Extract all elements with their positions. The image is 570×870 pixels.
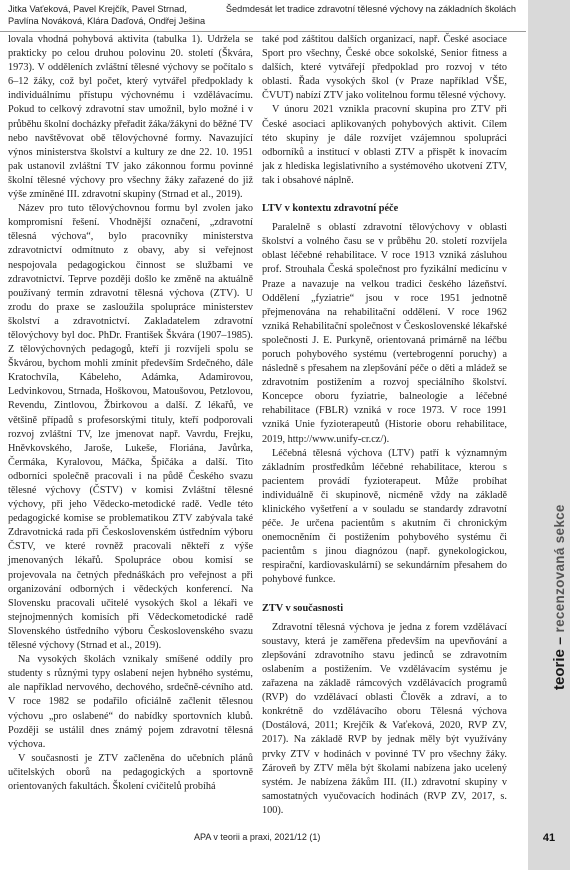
page-number: 41	[542, 832, 556, 844]
paragraph: Na vysokých školách vznikaly smíšené oddíly pro studenty s různými typy oslabení nejen hybného systému, ale například nervového, dechového, srdečně-cévního atd. V roce 1982 se podařilo oficiálně začlenit tělesnou výchovu „pro oslabené“ do nabídky sportovních klubů. Později se ustálil dnes známý pojem zdravotní tělesná výchova.	[8, 654, 253, 750]
paragraph: také pod záštitou dalších organizací, např. České asociace Sport pro všechny, České obce sokolské, Senior fitness a dalších, které vytvářejí předpoklad pro rozvoj v této oblasti. Řada vysokých škol (v Praze například VŠE, ČVUT) nabízí ZTV jako volitelnou formu tělesné výchovy.	[262, 34, 507, 102]
section-heading-ltv: LTV v kontextu zdravotní péče	[262, 203, 399, 215]
section-label-dash: –	[551, 636, 567, 645]
journal-footer: APA v teorii a praxi, 2021/12 (1)	[194, 832, 321, 842]
paragraph: Léčebná tělesná výchova (LTV) patří k významným základním prostředkům léčebné rehabilitace, kterou s pacientem provádí fyzioterapeut. Může probíhat individuálně či skupinově, nicméně vždy na základě klinického vyšetření a v souladu se standardy zdravotní péče. Je určena pacientům s akutním či chronickým onemocněním či postižením pohybového systému či pacientům s jinou diagnózou (např. gynekologickou, respirační, kardiovaskulární) se sekundárním přesahem do pohybové funkce.	[262, 447, 507, 586]
running-header-title: Šedmdesát let tradice zdravotní tělesné výchovy na základních školách	[225, 4, 516, 14]
authors-line-1: Jitka Vaťeková, Pavel Krejčík, Pavel Strnad,	[8, 4, 187, 14]
section-heading-ztv: ZTV v současnosti	[262, 602, 344, 614]
section-label	[549, 504, 570, 690]
left-column	[8, 33, 253, 794]
section-side-tab	[528, 0, 570, 870]
section-label-reviewed: recenzovaná sekce	[552, 504, 567, 633]
paragraph: V únoru 2021 vznikla pracovní skupina pro ZTV při České asociaci aplikovaných pohybových aktivit. Cílem této skupiny je dále rozvíjet vzájemnou spolupráci odborníků a institucí v oblasti ZTV a přispět k inovacím jak z hlediska legislativního a systémového ukotvení ZTV, tak i obsahové náplně.	[262, 104, 507, 186]
paragraph: V současnosti je ZTV začleněna do učebních plánů učitelských oborů na pedagogických a sportovně orientovaných fakultách. Školení cvičitelů probíhá	[8, 752, 253, 792]
section-label-teorie: teorie	[551, 649, 568, 690]
authors-line-2: Pavlína Nováková, Klára Daďová, Ondřej Ješina	[8, 16, 206, 26]
paragraph: Paralelně s oblastí zdravotní tělovýchovy v oblasti školství a volného času se v průběhu 20. století rozvíjela oblast léčebné rehabilitace. V roce 1913 vzniká zásluhou prof. Strouhala Česká společnost pro fyzikální medicínu v Praze a navazuje na velkou tradici českého lázeňství. Oddělení „fyziatrie“ jsou v roce 1951 jednotně přejmenována na rehabilitační oddělení. V roce 1962 vzniká Rehabilitační společnost v Československé lékařské společnosti J. E. Purkyně, orientovaná primárně na léčbu poruch pohybového systému (vertebrogenní poruchy) a následně s přesahem na zlepšování péče o děti a mládež se zdravotním postižením a rozvoj speciálního školství. Koncepce oboru fyziatrie, balneologie a léčebné rehabilitace (FBLR) vzniká v roce 1973. V roce 1991 vzniká Unie fyzioterapeutů (Historie oboru rehabilitace, 2019, http://www.unify-cr.cz/).	[262, 222, 507, 445]
running-header-authors	[8, 3, 208, 27]
paragraph: Zdravotní tělesná výchova je jedna z forem vzdělávací soustavy, která je zaměřena především na upevňování a zlepšování zdravotního stavu jedinců se zdravotním oslabením a postižením. Ve vzdělávacím systému je zařazena na základě rámcových vzdělávacích programů (RVP) do vzdělávací oblasti Člověk a zdraví, a to konkrétně do vzdělávacího oboru Tělesná výchova (Dostálová, 2011; Krejčík & Vaťeková, 2020, RVP ZV, 2017). Na základě RVP by jednak měly být využívány prvky ZTV v hodinách v povinné TV pro všechny žáky. Zároveň by ZTV měla být školami nabízena jako ucelený systém. Je nabízena žákům III. (II.) zdravotní skupiny v samostatných vyučovacích hodinách (RVP ZV, 2017, s. 100).	[262, 621, 507, 816]
paragraph: Název pro tuto tělovýchovnou formu byl zvolen jako kompromisní řešení. Vhodnější označení, „zdravotní tělesná výchova“, bylo pracovníky ministerstva zdravotnictví odmítnuto z obavy, aby si veřejnost nespojovala pedagogickou činnost se službami ve zdravotnictví. Teprve později došlo ke změně na aktuálně používaný termín zdravotní tělesná výchova (ZTV). U zrodu do praxe se zasloužila spolupráce ministerstev školství a zdravotnictví. Zakladatelem zdravotní tělovýchovy byl doc. PhDr. František Škvára (1907–1985). Z tělovýchovných pedagogů, kteří ji rozvíjeli spolu se Škvárou, bychom mohli zmínit především Srdečného, dále Kratochvíla, Kábeleho, Adámka, Adamirovou, Ledvinkovou, Strnada, Hoškovou, Matoušovou, Petzlovou, Revendu, Zintlovou, Žbirkovou a další. Z lékařů, ve většině případů s profesorskými tituly, kteří podporovali rozvoj zvláštní TV, lze jmenovat např. Vavrdu, Frejku, Hněvkovského, Jaroše, Lukeše, Floriána, Javůrka, Čermáka, Kyralovou, Máčka, Špičáka a další. Tito odborníci společně pracovali i na půdě Českého svazu tělesné výchovy (ČSTV) v komisi Zvláštní tělesné výchovy, při jeho Vědecko-metodické radě. Vedle této pedagogické komise se problematikou ZTV zabývala také Zdravotnická rada při Československém ústředním výboru ČSTV, ve které rovněž pracovali někteří z výše jmenovaných lékařů. Spolupráce obou komisí se projevovala na četných přednáškách pro veřejnost a při organizování odborných i vědeckých konferencí. Na Slovensku pracovali učitelé vysokých škol a lékaři ve stejnojmenných komisích při Vědeckometodické radě Slovenského ústředního výboru Československého svazu tělesné výchovy (Strnad et al., 2019).	[8, 203, 253, 652]
paragraph: lovala vhodná pohybová aktivita (tabulka 1). Udržela se prakticky po celou druhou polovinu 20. století (Škvára, 1973). V odděleních zvláštní tělesné výchovy se počítalo s 6–12 žáky, což byl počet, který vytvářel předpoklady k individuálnímu přístupu výchovnému i vzdělávacímu. Pokud to celkový zdravotní stav umožnil, bylo možné i v průběhu školní docházky přeřadit žáka/žákyni do běžné TV nebo navštěvovat obě tělovýchovné formy. Navazující výnos ministerstva školství a kultury ze dne 22. 10. 1951 pak ustanovil zvláštní TV jako zákonnou formu povinné školní tělesné výchovy pro všechny žáky zařazené do již výše zmíněné III. zdravotní skupiny (Strnad et al., 2019).	[8, 34, 253, 201]
header-divider	[0, 31, 526, 32]
right-column	[262, 33, 507, 818]
